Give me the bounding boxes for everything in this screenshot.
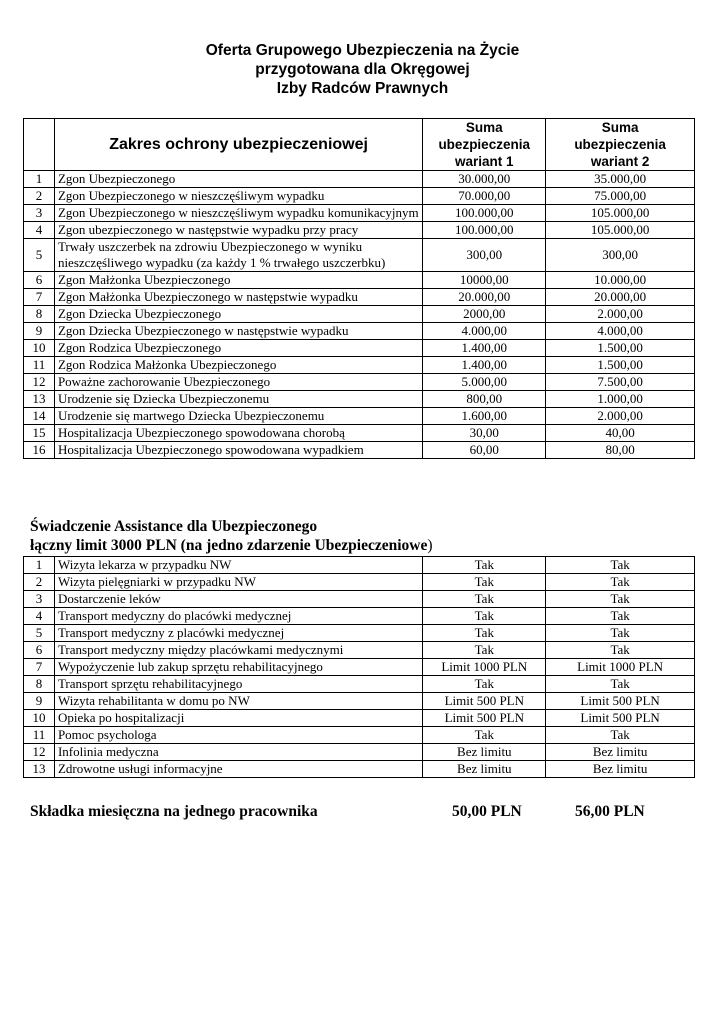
row-variant-1: 100.000,00 [423, 205, 546, 222]
row-variant-1: Tak [423, 608, 546, 625]
table-row [24, 608, 695, 625]
row-description: Pomoc psychologa [54, 727, 422, 744]
row-variant-2: 40,00 [546, 425, 695, 442]
row-variant-2: Limit 500 PLN [546, 710, 695, 727]
row-variant-2: Limit 1000 PLN [546, 659, 695, 676]
row-variant-2: 80,00 [546, 442, 695, 459]
row-variant-1: Bez limitu [423, 744, 546, 761]
assistance-table [23, 556, 695, 778]
row-number: 11 [24, 357, 55, 374]
row-description: Zgon ubezpieczonego w następstwie wypadku przy pracy [54, 222, 422, 239]
row-description: Zgon Małżonka Ubezpieczonego w następstwie wypadku [54, 289, 422, 306]
row-variant-1: 60,00 [423, 442, 546, 459]
row-number: 11 [24, 727, 55, 744]
row-variant-1: 10000,00 [423, 272, 546, 289]
table-row [24, 693, 695, 710]
row-variant-1: 70.000,00 [423, 188, 546, 205]
row-description: Zgon Małżonka Ubezpieczonego [54, 272, 422, 289]
table-row [24, 289, 695, 306]
row-variant-2: Bez limitu [546, 761, 695, 778]
row-variant-2: 105.000,00 [546, 205, 695, 222]
header-scope: Zakres ochrony ubezpieczeniowej [54, 119, 422, 171]
row-description: Dostarczenie leków [54, 591, 422, 608]
header-variant-2-line-3: wariant 2 [590, 154, 650, 169]
row-description: Opieka po hospitalizacji [54, 710, 422, 727]
header-variant-2 [546, 119, 695, 171]
table-row [24, 171, 695, 188]
row-number: 5 [24, 625, 55, 642]
row-variant-1: 2000,00 [423, 306, 546, 323]
row-variant-2: 1.500,00 [546, 357, 695, 374]
row-description: Zgon Ubezpieczonego w nieszczęśliwym wypadku komunikacyjnym [54, 205, 422, 222]
row-description: Wypożyczenie lub zakup sprzętu rehabilitacyjnego [54, 659, 422, 676]
row-number: 2 [24, 574, 55, 591]
table-row [24, 239, 695, 272]
table-row [24, 659, 695, 676]
table-row [24, 642, 695, 659]
row-variant-2: 7.500,00 [546, 374, 695, 391]
table-row [24, 710, 695, 727]
row-variant-1: Limit 1000 PLN [423, 659, 546, 676]
row-number: 13 [24, 391, 55, 408]
row-description: Infolinia medyczna [54, 744, 422, 761]
row-description: Transport medyczny między placówkami medycznymi [54, 642, 422, 659]
header-variant-2-line-1: Suma [601, 120, 639, 135]
row-description: Zdrowotne usługi informacyjne [54, 761, 422, 778]
row-number: 3 [24, 205, 55, 222]
title-line-3: Izby Radców Prawnych [276, 80, 449, 97]
row-variant-2: 2.000,00 [546, 306, 695, 323]
row-description: Zgon Dziecka Ubezpieczonego w następstwie wypadku [54, 323, 422, 340]
row-variant-1: Tak [423, 642, 546, 659]
row-variant-1: Tak [423, 557, 546, 574]
assistance-heading [30, 517, 710, 555]
table-row [24, 761, 695, 778]
row-number: 8 [24, 676, 55, 693]
table-row [24, 591, 695, 608]
coverage-table [23, 118, 695, 459]
row-variant-2: 75.000,00 [546, 188, 695, 205]
row-number: 1 [24, 557, 55, 574]
row-description: Urodzenie się Dziecka Ubezpieczonemu [54, 391, 422, 408]
row-number: 7 [24, 659, 55, 676]
monthly-premium [30, 803, 710, 825]
document-title [0, 41, 725, 98]
row-description: Transport medyczny do placówki medycznej [54, 608, 422, 625]
row-description: Wizyta rehabilitanta w domu po NW [54, 693, 422, 710]
header-variant-1-line-1: Suma [465, 120, 503, 135]
row-description: Wizyta lekarza w przypadku NW [54, 557, 422, 574]
row-number: 10 [24, 340, 55, 357]
row-variant-1: 30.000,00 [423, 171, 546, 188]
assistance-heading-line-2-text: łączny limit 3000 PLN (na jedno zdarzenie Ubezpieczeniowe [30, 537, 428, 554]
row-number: 4 [24, 608, 55, 625]
row-variant-1: Bez limitu [423, 761, 546, 778]
table-row [24, 222, 695, 239]
row-number: 4 [24, 222, 55, 239]
table-row [24, 676, 695, 693]
table-row [24, 188, 695, 205]
title-line-2: przygotowana dla Okręgowej [255, 61, 470, 78]
row-description: Zgon Ubezpieczonego [54, 171, 422, 188]
row-number: 14 [24, 408, 55, 425]
row-description: Zgon Ubezpieczonego w nieszczęśliwym wypadku [54, 188, 422, 205]
row-variant-1: 1.600,00 [423, 408, 546, 425]
row-variant-2: Limit 500 PLN [546, 693, 695, 710]
row-variant-2: Tak [546, 727, 695, 744]
row-variant-1: Tak [423, 591, 546, 608]
row-number: 6 [24, 272, 55, 289]
row-variant-1: 1.400,00 [423, 340, 546, 357]
table-row [24, 744, 695, 761]
row-number: 10 [24, 710, 55, 727]
row-variant-2: Tak [546, 642, 695, 659]
header-variant-1-line-3: wariant 1 [454, 154, 514, 169]
row-variant-2: Tak [546, 574, 695, 591]
row-variant-2: Tak [546, 625, 695, 642]
assistance-heading-line-1: Świadczenie Assistance dla Ubezpieczonego [30, 518, 318, 535]
row-number: 12 [24, 744, 55, 761]
row-variant-2: 10.000,00 [546, 272, 695, 289]
row-description: Zgon Dziecka Ubezpieczonego [54, 306, 422, 323]
row-description: Wizyta pielęgniarki w przypadku NW [54, 574, 422, 591]
row-variant-1: Tak [423, 727, 546, 744]
table-row [24, 727, 695, 744]
header-variant-2-line-2: ubezpieczenia [574, 137, 666, 152]
row-description: Zgon Rodzica Małżonka Ubezpieczonego [54, 357, 422, 374]
row-variant-2: 4.000,00 [546, 323, 695, 340]
row-variant-1: 300,00 [423, 239, 546, 272]
row-description: Trwały uszczerbek na zdrowiu Ubezpieczonego w wyniku nieszczęśliwego wypadku (za każdy 1 % trwałego uszczerbku) [54, 239, 422, 272]
row-number: 8 [24, 306, 55, 323]
table-row [24, 272, 695, 289]
row-number: 9 [24, 323, 55, 340]
table-row [24, 425, 695, 442]
row-variant-1: 20.000,00 [423, 289, 546, 306]
table-row [24, 306, 695, 323]
row-number: 5 [24, 239, 55, 272]
assistance-heading-paren: ) [427, 537, 433, 554]
table-row [24, 323, 695, 340]
row-number: 9 [24, 693, 55, 710]
row-number: 16 [24, 442, 55, 459]
table-row [24, 205, 695, 222]
row-variant-2: Bez limitu [546, 744, 695, 761]
row-number: 15 [24, 425, 55, 442]
header-number-cell [24, 119, 55, 171]
row-variant-1: 30,00 [423, 425, 546, 442]
row-number: 7 [24, 289, 55, 306]
header-variant-1 [423, 119, 546, 171]
row-description: Zgon Rodzica Ubezpieczonego [54, 340, 422, 357]
row-description: Poważne zachorowanie Ubezpieczonego [54, 374, 422, 391]
row-variant-2: Tak [546, 557, 695, 574]
monthly-premium-label: Składka miesięczna na jednego pracownika [30, 803, 318, 820]
row-variant-1: 1.400,00 [423, 357, 546, 374]
row-variant-1: 5.000,00 [423, 374, 546, 391]
table-row [24, 391, 695, 408]
row-variant-2: 2.000,00 [546, 408, 695, 425]
row-variant-2: 20.000,00 [546, 289, 695, 306]
row-description: Urodzenie się martwego Dziecka Ubezpieczonemu [54, 408, 422, 425]
table-row [24, 625, 695, 642]
row-description: Transport sprzętu rehabilitacyjnego [54, 676, 422, 693]
row-variant-2: Tak [546, 608, 695, 625]
row-variant-1: Limit 500 PLN [423, 710, 546, 727]
row-variant-2: Tak [546, 676, 695, 693]
row-description: Hospitalizacja Ubezpieczonego spowodowana chorobą [54, 425, 422, 442]
table-row [24, 557, 695, 574]
row-number: 3 [24, 591, 55, 608]
row-variant-2: 300,00 [546, 239, 695, 272]
row-variant-1: Tak [423, 625, 546, 642]
row-variant-2: Tak [546, 591, 695, 608]
assistance-heading-line-2 [30, 536, 710, 555]
row-variant-1: Tak [423, 676, 546, 693]
row-number: 13 [24, 761, 55, 778]
table-row [24, 408, 695, 425]
row-variant-1: Tak [423, 574, 546, 591]
row-variant-2: 1.500,00 [546, 340, 695, 357]
row-number: 6 [24, 642, 55, 659]
title-line-1: Oferta Grupowego Ubezpieczenia na Życie [205, 42, 520, 59]
row-number: 1 [24, 171, 55, 188]
table-row [24, 357, 695, 374]
row-variant-2: 35.000,00 [546, 171, 695, 188]
table-row [24, 574, 695, 591]
row-variant-2: 1.000,00 [546, 391, 695, 408]
table-row [24, 442, 695, 459]
row-number: 2 [24, 188, 55, 205]
table-row [24, 340, 695, 357]
row-variant-1: 4.000,00 [423, 323, 546, 340]
monthly-premium-variant-2: 56,00 PLN [575, 803, 645, 820]
monthly-premium-variant-1: 50,00 PLN [452, 803, 522, 820]
row-variant-1: 800,00 [423, 391, 546, 408]
row-variant-2: 105.000,00 [546, 222, 695, 239]
row-number: 12 [24, 374, 55, 391]
row-variant-1: Limit 500 PLN [423, 693, 546, 710]
row-description: Hospitalizacja Ubezpieczonego spowodowana wypadkiem [54, 442, 422, 459]
row-description: Transport medyczny z placówki medycznej [54, 625, 422, 642]
header-variant-1-line-2: ubezpieczenia [438, 137, 530, 152]
row-variant-1: 100.000,00 [423, 222, 546, 239]
table-row [24, 374, 695, 391]
